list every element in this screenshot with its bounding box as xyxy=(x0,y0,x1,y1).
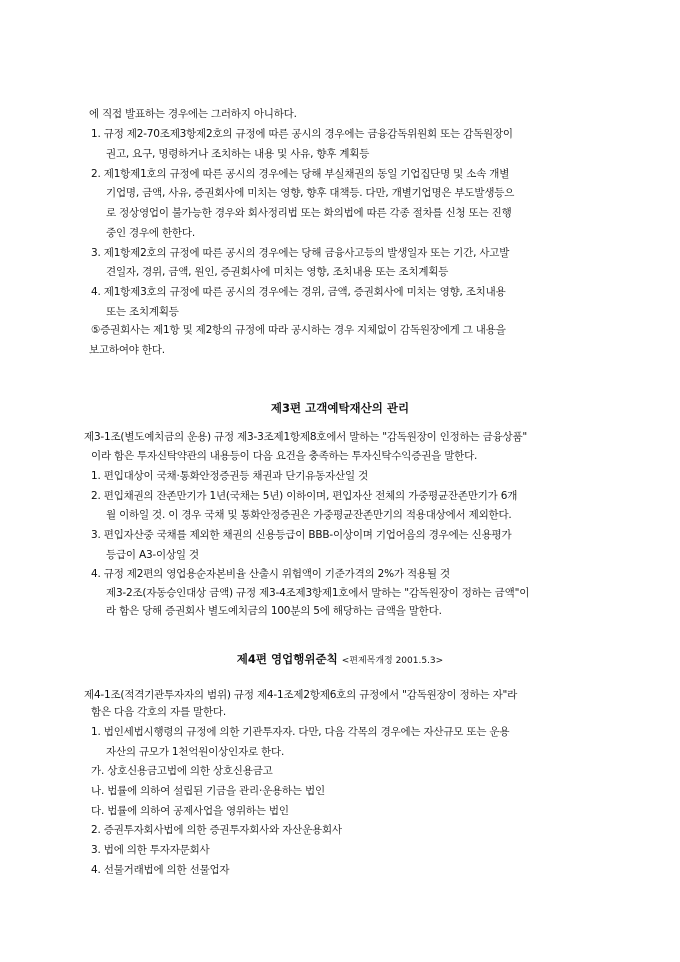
part4-title xyxy=(0,651,680,669)
part3-item-2-cont: 월 이하일 것. 이 경우 국채 및 통화안정증권은 가중평균잔존만기의 적용대상에서 제외한다. xyxy=(106,509,512,521)
intro-paragraph-5-cont: 보고하여야 한다. xyxy=(89,344,165,356)
intro-item-1: 1. 규정 제2-70조제3항제2호의 규정에 따른 공시의 경우에는 금융감독위원회 또는 감독원장이 xyxy=(91,128,513,140)
part3-article-1: 제3-1조(별도예치금의 운용) 규정 제3-3조제1항제8호에서 말하는 "감독원장이 인정하는 금융상품" xyxy=(84,431,528,443)
part3-article-1-cont: 이라 함은 투자신탁약관의 내용등이 다음 요건을 충족하는 투자신탁수익증권을 말한다. xyxy=(91,450,478,462)
intro-item-2-cont-3: 중인 경우에 한한다. xyxy=(106,227,195,239)
part4-item-2: 2. 증권투자회사법에 의한 증권투자회사와 자산운용회사 xyxy=(91,824,342,836)
part4-item-3: 3. 법에 의한 투자자문회사 xyxy=(91,844,210,856)
part3-article-2: 제3-2조(자동승인대상 금액) 규정 제3-4조제3항제1호에서 말하는 "감독원장이 정하는 금액"이 xyxy=(106,587,530,599)
part3-title: 제3편 고객예탁재산의 관리 xyxy=(270,401,410,415)
part4-item-4: 4. 선물거래법에 의한 선물업자 xyxy=(91,864,230,876)
intro-item-1-cont: 권고, 요구, 명령하거나 조치하는 내용 및 사유, 향후 계획등 xyxy=(106,148,370,160)
part4-article-1: 제4-1조(적격기관투자자의 범위) 규정 제4-1조제2항제6호의 규정에서 "감독원장이 정하는 자"라 xyxy=(84,689,518,701)
part3-item-2: 2. 편입채권의 잔존만기가 1년(국채는 5년) 이하이며, 편입자산 전체의 가중평균잔존만기가 6개 xyxy=(91,490,518,502)
part4-subitem-ga: 가. 상호신용금고법에 의한 상호신용금고 xyxy=(91,765,273,777)
intro-item-2-cont-1: 기업명, 금액, 사유, 증권회사에 미치는 영향, 향후 대책등. 다만, 개별기업명은 부도발생등으 xyxy=(106,187,515,199)
part3-article-2-cont: 라 함은 당해 증권회사 별도예치금의 100분의 5에 해당하는 금액을 말한다. xyxy=(106,605,442,617)
intro-paragraph-5: ⑤증권회사는 제1항 및 제2항의 규정에 따라 공시하는 경우 지체없이 감독원장에게 그 내용을 xyxy=(91,324,506,336)
part4-title-text: 제4편 영업행위준칙 xyxy=(236,652,338,666)
part3-item-4: 4. 규정 제2편의 영업용순자본비율 산출시 위험액이 기준가격의 2%가 적용될 것 xyxy=(91,568,450,580)
intro-line-1: 에 직접 발표하는 경우에는 그러하지 아니하다. xyxy=(89,108,297,120)
intro-item-2-cont-2: 로 정상영업이 불가능한 경우와 회사정리법 또는 화의법에 따른 각종 절차를 신청 또는 진행 xyxy=(106,207,512,219)
intro-item-3: 3. 제1항제2호의 규정에 따른 공시의 경우에는 당해 금융사고등의 발생일자 또는 기간, 사고발 xyxy=(91,247,510,259)
part4-subitem-da: 다. 법률에 의하여 공제사업을 영위하는 법인 xyxy=(91,805,289,817)
intro-item-2: 2. 제1항제1호의 규정에 따른 공시의 경우에는 당해 부실채권의 동일 기업집단명 및 소속 개별 xyxy=(91,168,510,180)
part4-item-1: 1. 법인세법시행령의 규정에 의한 기관투자자. 다만, 다음 각목의 경우에는 자산규모 또는 운용 xyxy=(91,726,510,738)
part4-article-1-cont: 함은 다음 각호의 자를 말한다. xyxy=(91,706,227,718)
part4-subitem-na: 나. 법률에 의하여 설립된 기금을 관리·운용하는 법인 xyxy=(91,785,325,797)
intro-item-4-cont: 또는 조치계획등 xyxy=(106,306,179,318)
intro-item-3-cont: 견일자, 경위, 금액, 원인, 증권회사에 미치는 영향, 조치내용 또는 조치계획등 xyxy=(106,266,449,278)
part3-item-1: 1. 편입대상이 국채·통화안정증권등 채권과 단기유동자산일 것 xyxy=(91,470,369,482)
part4-item-1-cont: 자산의 규모가 1천억원이상인자로 한다. xyxy=(106,746,285,758)
part3-item-3-cont: 등급이 A3-이상일 것 xyxy=(106,549,199,561)
intro-item-4: 4. 제1항제3호의 규정에 따른 공시의 경우에는 경위, 금액, 증권회사에 미치는 영향, 조치내용 xyxy=(91,286,506,298)
part4-title-note: <편제목개정 2001.5.3> xyxy=(341,656,444,666)
part3-item-3: 3. 편입자산중 국채를 제외한 채권의 신용등급이 BBB-이상이며 기업어음의 경우에는 신용평가 xyxy=(91,529,512,541)
